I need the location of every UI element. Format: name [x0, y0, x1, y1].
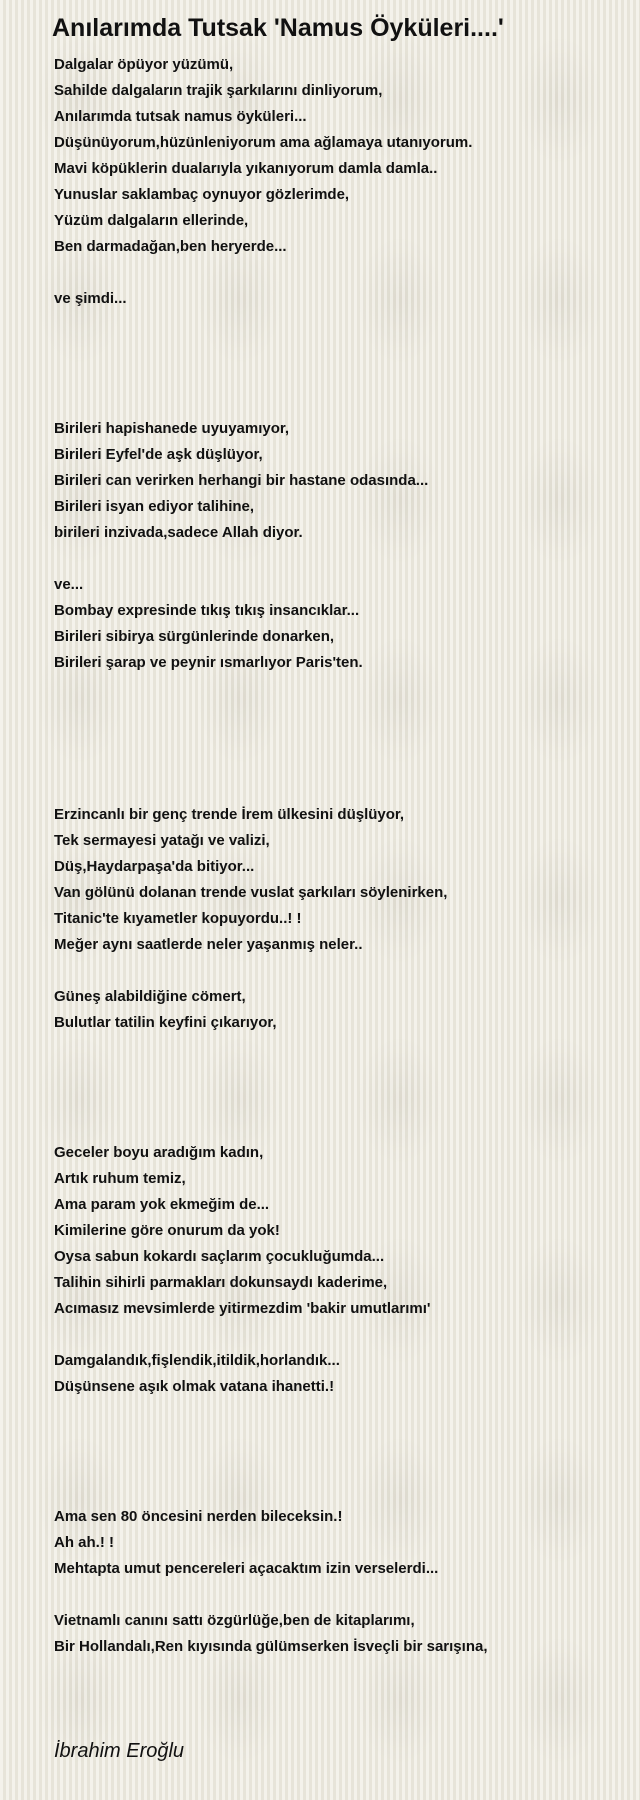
poem-line: Talihin sihirli parmakları dokunsaydı kaderime,	[54, 1274, 388, 1291]
poem-line: Ama param yok ekmeğim de...	[54, 1196, 270, 1213]
poem-line: Birileri isyan ediyor talihine,	[54, 498, 255, 515]
stanza-2	[54, 286, 624, 312]
stanza-7	[54, 1140, 624, 1322]
poem-line: Dalgalar öpüyor yüzümü,	[54, 56, 234, 73]
poem-line: Yüzüm dalgaların ellerinde,	[54, 212, 249, 229]
poem-line: Mehtapta umut pencereleri açacaktım izin verselerdi...	[54, 1560, 439, 1577]
poem-line: Düş,Haydarpaşa'da bitiyor...	[54, 858, 255, 875]
stanza-break	[54, 1582, 624, 1608]
poem-body	[54, 52, 624, 1660]
poem-line: Damgalandık,fişlendik,itildik,horlandık...	[54, 1352, 340, 1369]
poem-line: Birileri can verirken herhangi bir hastane odasında...	[54, 472, 429, 489]
stanza-break	[54, 546, 624, 572]
section-break	[54, 1036, 624, 1140]
poem-line: birileri inzivada,sadece Allah diyor.	[54, 524, 303, 541]
section-break	[54, 312, 624, 416]
stanza-break	[54, 1322, 624, 1348]
poem-line: Geceler boyu aradığım kadın,	[54, 1144, 264, 1161]
poem-line: Birileri şarap ve peynir ısmarlıyor Paris'ten.	[54, 654, 363, 671]
stanza-10	[54, 1608, 624, 1660]
stanza-8	[54, 1348, 624, 1400]
poem-line: Oysa sabun kokardı saçlarım çocukluğumda...	[54, 1248, 385, 1265]
stanza-5	[54, 802, 624, 958]
poem-title: Anılarımda Tutsak 'Namus Öyküleri....'	[52, 14, 504, 42]
stanza-4	[54, 572, 624, 676]
poem-line: Güneş alabildiğine cömert,	[54, 988, 246, 1005]
poem-line: Bulutlar tatilin keyfini çıkarıyor,	[54, 1014, 277, 1031]
author-name: İbrahim Eroğlu	[54, 1740, 185, 1762]
section-break	[54, 676, 624, 802]
poem-line: Birileri hapishanede uyuyamıyor,	[54, 420, 290, 437]
poem-line: Ah ah.! !	[54, 1534, 114, 1551]
poem-line: Bir Hollandalı,Ren kıyısında gülümserken İsveçli bir sarışına,	[54, 1638, 488, 1655]
poem-line: Yunuslar saklambaç oynuyor gözlerimde,	[54, 186, 350, 203]
poem-line: Kimilerine göre onurum da yok!	[54, 1222, 280, 1239]
stanza-6	[54, 984, 624, 1036]
poem-line: Birileri sibirya sürgünlerinde donarken,	[54, 628, 335, 645]
stanza-break	[54, 260, 624, 286]
poem-line: Bombay expresinde tıkış tıkış insancıklar...	[54, 602, 360, 619]
poem-line: Artık ruhum temiz,	[54, 1170, 186, 1187]
poem-line: Sahilde dalgaların trajik şarkılarını dinliyorum,	[54, 82, 383, 99]
stanza-3	[54, 416, 624, 546]
poem-line: Titanic'te kıyametler kopuyordu..! !	[54, 910, 302, 927]
poem-line: ve...	[54, 576, 84, 593]
section-break	[54, 1400, 624, 1504]
poem-line: Birileri Eyfel'de aşk düşlüyor,	[54, 446, 263, 463]
poem-line: Van gölünü dolanan trende vuslat şarkıları söylenirken,	[54, 884, 448, 901]
poem-line: Mavi köpüklerin dualarıyla yıkanıyorum damla damla..	[54, 160, 438, 177]
stanza-1	[54, 52, 624, 260]
poem-line: Anılarımda tutsak namus öyküleri...	[54, 108, 307, 125]
poem-line: Ben darmadağan,ben heryerde...	[54, 238, 287, 255]
poem-line: Erzincanlı bir genç trende İrem ülkesini düşlüyor,	[54, 806, 405, 823]
stanza-9	[54, 1504, 624, 1582]
poem-line: Acımasız mevsimlerde yitirmezdim 'bakir umutlarımı'	[54, 1300, 431, 1317]
poem-line: Ama sen 80 öncesini nerden bileceksin.!	[54, 1508, 343, 1525]
poem-line: Vietnamlı canını sattı özgürlüğe,ben de kitaplarımı,	[54, 1612, 415, 1629]
poem-line: Düşünüyorum,hüzünleniyorum ama ağlamaya utanıyorum.	[54, 134, 473, 151]
poem-line: ve şimdi...	[54, 290, 127, 307]
poem-line: Tek sermayesi yatağı ve valizi,	[54, 832, 270, 849]
poem-line: Meğer aynı saatlerde neler yaşanmış neler..	[54, 936, 363, 953]
poem-line: Düşünsene aşık olmak vatana ihanetti.!	[54, 1378, 335, 1395]
stanza-break	[54, 958, 624, 984]
